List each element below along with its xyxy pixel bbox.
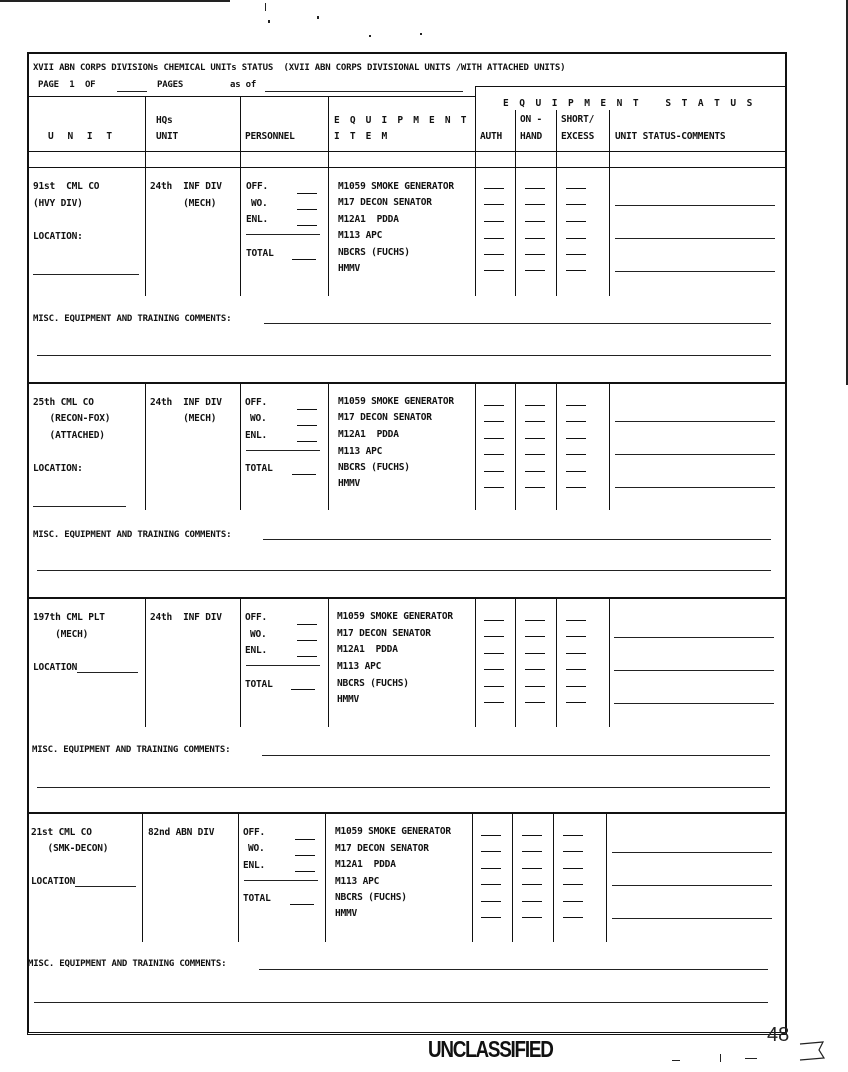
hq-unit-sub: (MECH) xyxy=(150,413,217,424)
equipment-item: NBCRS (FUCHS) xyxy=(337,678,409,689)
short-excess-field[interactable] xyxy=(563,901,583,902)
page-label: PAGE 1 OF xyxy=(38,80,96,90)
hq-unit-sub: (MECH) xyxy=(150,198,217,209)
short-excess-field[interactable] xyxy=(566,204,586,205)
off-label: OFF. xyxy=(245,397,268,408)
on-hand-field[interactable] xyxy=(525,204,545,205)
col-divider xyxy=(142,814,143,942)
col-divider xyxy=(328,168,329,296)
unit-status-comment-field[interactable] xyxy=(614,703,774,704)
location-field[interactable] xyxy=(75,886,136,887)
auth-field[interactable] xyxy=(481,901,501,902)
col-divider xyxy=(515,599,516,727)
enl-field[interactable] xyxy=(297,225,317,226)
misc-comments-field-line2[interactable] xyxy=(37,570,771,571)
short-excess-field[interactable] xyxy=(566,636,586,637)
scan-speck xyxy=(369,35,371,37)
auth-field[interactable] xyxy=(484,686,504,687)
on-hand-field[interactable] xyxy=(525,686,545,687)
short-excess-field[interactable] xyxy=(566,270,586,271)
short-excess-field[interactable] xyxy=(566,702,586,703)
col-divider xyxy=(328,384,329,510)
wo-field[interactable] xyxy=(295,855,315,856)
col-divider xyxy=(609,599,610,727)
col-divider xyxy=(556,384,557,510)
col-divider xyxy=(475,384,476,510)
misc-comments-field[interactable] xyxy=(259,969,768,970)
auth-field[interactable] xyxy=(484,421,504,422)
misc-comments-label: MISC. EQUIPMENT AND TRAINING COMMENTS: xyxy=(33,530,232,540)
short-excess-field[interactable] xyxy=(566,221,586,222)
equipment-item: M12A1 PDDA xyxy=(338,214,399,225)
on-hand-field[interactable] xyxy=(525,454,545,455)
as-of-date-field[interactable] xyxy=(265,91,463,92)
equipment-item: M1059 SMOKE GENERATOR xyxy=(337,611,453,622)
header-hand: HAND xyxy=(520,131,543,142)
equipment-item: M17 DECON SENATOR xyxy=(335,843,429,854)
unit-status-comment-field[interactable] xyxy=(612,852,772,853)
scan-mark-icon xyxy=(797,1040,827,1062)
hq-unit: 24th INF DIV xyxy=(150,181,222,192)
header-item: I T E M xyxy=(334,131,390,142)
misc-comments-field[interactable] xyxy=(262,755,770,756)
total-label: TOTAL xyxy=(245,679,273,690)
auth-field[interactable] xyxy=(484,471,504,472)
auth-field[interactable] xyxy=(481,868,501,869)
col-divider xyxy=(472,814,473,942)
col-divider xyxy=(240,168,241,296)
short-excess-field[interactable] xyxy=(566,254,586,255)
equipment-item: M1059 SMOKE GENERATOR xyxy=(338,181,454,192)
on-hand-field[interactable] xyxy=(525,221,545,222)
classification-marking: UNCLASSIFIED xyxy=(428,1036,553,1062)
auth-field[interactable] xyxy=(481,835,501,836)
location-label: LOCATION xyxy=(33,662,78,673)
equipment-item: M17 DECON SENATOR xyxy=(338,412,432,423)
auth-field[interactable] xyxy=(484,702,504,703)
on-hand-field[interactable] xyxy=(522,901,542,902)
on-hand-field[interactable] xyxy=(522,851,542,852)
col-divider xyxy=(515,168,516,296)
off-label: OFF. xyxy=(243,827,266,838)
unit-status-comment-field[interactable] xyxy=(615,238,775,239)
auth-field[interactable] xyxy=(484,653,504,654)
short-excess-field[interactable] xyxy=(566,438,586,439)
off-field[interactable] xyxy=(297,193,317,194)
header-top-line xyxy=(27,96,475,97)
unit-status-comment-field[interactable] xyxy=(615,271,775,272)
auth-field[interactable] xyxy=(481,917,501,918)
enl-label: ENL. xyxy=(245,430,268,441)
unit-status-comment-field[interactable] xyxy=(615,205,775,206)
col-divider xyxy=(609,110,610,168)
unit-subtitle: (ATTACHED) xyxy=(33,430,105,441)
scan-speck xyxy=(720,1054,721,1062)
enl-field[interactable] xyxy=(297,656,317,657)
wo-label: WO. xyxy=(248,843,265,854)
auth-field[interactable] xyxy=(484,636,504,637)
misc-comments-field-line2[interactable] xyxy=(37,355,771,356)
scan-speck xyxy=(268,20,270,23)
header-unit-status-comments: UNIT STATUS-COMMENTS xyxy=(615,131,726,142)
scan-speck xyxy=(672,1060,680,1061)
header-auth: AUTH xyxy=(480,131,503,142)
on-hand-field[interactable] xyxy=(525,188,545,189)
on-hand-field[interactable] xyxy=(525,471,545,472)
unit-subtitle: (RECON-FOX) xyxy=(33,413,111,424)
on-hand-field[interactable] xyxy=(522,835,542,836)
short-excess-field[interactable] xyxy=(563,851,583,852)
col-divider xyxy=(328,96,329,168)
on-hand-field[interactable] xyxy=(525,238,545,239)
short-excess-field[interactable] xyxy=(566,454,586,455)
header-equipment: E Q U I P M E N T xyxy=(334,115,469,126)
auth-field[interactable] xyxy=(484,238,504,239)
short-excess-field[interactable] xyxy=(566,669,586,670)
short-excess-field[interactable] xyxy=(563,884,583,885)
scan-edge xyxy=(0,0,230,2)
equipment-item: HMMV xyxy=(338,478,361,489)
auth-field[interactable] xyxy=(484,454,504,455)
unit-name: 91st CML CO xyxy=(33,181,100,192)
auth-field[interactable] xyxy=(484,405,504,406)
col-divider xyxy=(553,814,554,942)
page-count-field[interactable] xyxy=(117,91,147,92)
enl-label: ENL. xyxy=(245,645,268,656)
short-excess-field[interactable] xyxy=(563,868,583,869)
col-divider xyxy=(325,814,326,942)
unit-section-2 xyxy=(0,384,848,598)
form-title: XVII ABN CORPS DIVISIONs CHEMICAL UNITs STATUS (XVII ABN CORPS DIVISIONAL UNITS /WITH ATTACHED UNITS) xyxy=(33,63,566,73)
col-divider xyxy=(145,384,146,510)
col-divider xyxy=(328,599,329,727)
equipment-item: M12A1 PDDA xyxy=(338,429,399,440)
equipment-item: HMMV xyxy=(338,263,361,274)
auth-field[interactable] xyxy=(484,270,504,271)
short-excess-field[interactable] xyxy=(566,620,586,621)
scan-speck xyxy=(420,33,422,35)
equipment-item: M1059 SMOKE GENERATOR xyxy=(335,826,451,837)
location-label: LOCATION xyxy=(31,876,76,887)
wo-label: WO. xyxy=(251,198,268,209)
col-divider xyxy=(145,96,146,168)
col-divider xyxy=(556,168,557,296)
col-divider xyxy=(145,599,146,727)
equipment-item: M113 APC xyxy=(335,876,380,887)
auth-field[interactable] xyxy=(484,669,504,670)
equipment-item: NBCRS (FUCHS) xyxy=(338,247,410,258)
unit-section-4 xyxy=(0,814,848,1030)
col-divider xyxy=(240,384,241,510)
misc-comments-label: MISC. EQUIPMENT AND TRAINING COMMENTS: xyxy=(32,745,231,755)
scan-speck xyxy=(745,1058,757,1059)
equipment-item: M113 APC xyxy=(337,661,382,672)
misc-comments-label: MISC. EQUIPMENT AND TRAINING COMMENTS: xyxy=(33,314,232,324)
total-field[interactable] xyxy=(292,259,316,260)
col-divider xyxy=(515,110,516,168)
unit-status-comment-field[interactable] xyxy=(615,421,775,422)
personnel-sum-line xyxy=(246,450,320,451)
on-hand-field[interactable] xyxy=(525,421,545,422)
short-excess-field[interactable] xyxy=(566,405,586,406)
equipment-item: NBCRS (FUCHS) xyxy=(338,462,410,473)
short-excess-field[interactable] xyxy=(563,917,583,918)
short-excess-field[interactable] xyxy=(566,686,586,687)
equipment-item: M12A1 PDDA xyxy=(335,859,396,870)
unit-subtitle: (HVY DIV) xyxy=(33,198,83,209)
total-label: TOTAL xyxy=(246,248,274,259)
hq-unit: 82nd ABN DIV xyxy=(148,827,215,838)
off-label: OFF. xyxy=(245,612,268,623)
on-hand-field[interactable] xyxy=(525,405,545,406)
equipment-item: M12A1 PDDA xyxy=(337,644,398,655)
misc-comments-field-line2[interactable] xyxy=(37,787,770,788)
unit-status-comment-field[interactable] xyxy=(614,670,774,671)
location-label: LOCATION: xyxy=(33,231,83,242)
total-field[interactable] xyxy=(290,904,314,905)
auth-field[interactable] xyxy=(484,221,504,222)
col-divider xyxy=(475,168,476,296)
col-divider xyxy=(609,168,610,296)
unit-status-comment-field[interactable] xyxy=(615,487,775,488)
as-of-label: as of xyxy=(230,80,257,90)
wo-label: WO. xyxy=(250,413,267,424)
enl-label: ENL. xyxy=(246,214,269,225)
short-excess-field[interactable] xyxy=(566,238,586,239)
header-on: ON - xyxy=(520,114,543,125)
misc-comments-field[interactable] xyxy=(263,539,771,540)
on-hand-field[interactable] xyxy=(525,254,545,255)
auth-field[interactable] xyxy=(484,204,504,205)
off-field[interactable] xyxy=(297,624,317,625)
col-divider xyxy=(475,86,476,168)
unit-section-1 xyxy=(0,168,848,383)
col-divider xyxy=(556,599,557,727)
auth-field[interactable] xyxy=(484,620,504,621)
short-excess-field[interactable] xyxy=(566,487,586,488)
col-divider xyxy=(606,814,607,942)
short-excess-field[interactable] xyxy=(566,421,586,422)
col-divider xyxy=(512,814,513,942)
status-header-top-line xyxy=(475,86,785,87)
equipment-item: HMMV xyxy=(335,908,358,919)
misc-comments-label: MISC. EQUIPMENT AND TRAINING COMMENTS: xyxy=(28,959,227,969)
on-hand-field[interactable] xyxy=(525,270,545,271)
page-number: 48 xyxy=(767,1024,790,1046)
col-divider xyxy=(240,96,241,168)
header-hqs: HQs xyxy=(156,115,173,126)
auth-field[interactable] xyxy=(484,438,504,439)
pages-label: PAGES xyxy=(157,80,184,90)
header-bottom-line xyxy=(27,151,785,152)
col-divider xyxy=(145,168,146,296)
unit-status-comment-field[interactable] xyxy=(615,454,775,455)
misc-comments-field-line2[interactable] xyxy=(34,1002,768,1003)
on-hand-field[interactable] xyxy=(525,702,545,703)
wo-field[interactable] xyxy=(297,640,317,641)
equipment-item: M113 APC xyxy=(338,230,383,241)
header-unit: U N I T xyxy=(48,131,117,142)
misc-comments-field[interactable] xyxy=(264,323,771,324)
on-hand-field[interactable] xyxy=(525,438,545,439)
auth-field[interactable] xyxy=(484,188,504,189)
personnel-sum-line xyxy=(246,234,320,235)
wo-label: WO. xyxy=(250,629,267,640)
col-divider xyxy=(475,599,476,727)
total-label: TOTAL xyxy=(243,893,271,904)
short-excess-field[interactable] xyxy=(566,653,586,654)
unit-status-comment-field[interactable] xyxy=(612,885,772,886)
col-divider xyxy=(240,599,241,727)
on-hand-field[interactable] xyxy=(522,868,542,869)
off-label: OFF. xyxy=(246,181,269,192)
short-excess-field[interactable] xyxy=(566,188,586,189)
scan-speck xyxy=(317,16,319,19)
location-field[interactable] xyxy=(33,274,139,275)
short-excess-field[interactable] xyxy=(566,471,586,472)
header-excess: EXCESS xyxy=(561,131,595,142)
header-personnel: PERSONNEL xyxy=(245,131,295,142)
col-divider xyxy=(609,384,610,510)
wo-field[interactable] xyxy=(297,425,317,426)
col-divider xyxy=(238,814,239,942)
equipment-item: NBCRS (FUCHS) xyxy=(335,892,407,903)
short-excess-field[interactable] xyxy=(563,835,583,836)
enl-field[interactable] xyxy=(297,441,317,442)
unit-status-comment-field[interactable] xyxy=(614,637,774,638)
personnel-sum-line xyxy=(244,880,318,881)
on-hand-field[interactable] xyxy=(525,636,545,637)
equipment-item: M113 APC xyxy=(338,446,383,457)
equipment-item: HMMV xyxy=(337,694,360,705)
col-divider xyxy=(515,384,516,510)
location-field[interactable] xyxy=(33,506,126,507)
total-label: TOTAL xyxy=(245,463,273,474)
auth-field[interactable] xyxy=(484,254,504,255)
on-hand-field[interactable] xyxy=(525,653,545,654)
auth-field[interactable] xyxy=(484,487,504,488)
total-field[interactable] xyxy=(292,474,316,475)
unit-subtitle: (MECH) xyxy=(33,629,89,640)
on-hand-field[interactable] xyxy=(525,487,545,488)
equipment-item: M17 DECON SENATOR xyxy=(337,628,431,639)
location-field[interactable] xyxy=(77,672,138,673)
on-hand-field[interactable] xyxy=(522,917,542,918)
unit-status-comment-field[interactable] xyxy=(612,918,772,919)
location-label: LOCATION: xyxy=(33,463,83,474)
unit-subtitle: (SMK-DECON) xyxy=(31,843,109,854)
equipment-item: M1059 SMOKE GENERATOR xyxy=(338,396,454,407)
off-field[interactable] xyxy=(297,409,317,410)
unit-name: 25th CML CO xyxy=(33,397,94,408)
wo-field[interactable] xyxy=(297,209,317,210)
hq-unit: 24th INF DIV xyxy=(150,397,222,408)
unit-section-3 xyxy=(0,599,848,813)
enl-label: ENL. xyxy=(243,860,266,871)
header-equipment-status: E Q U I P M E N T S T A T U S xyxy=(503,98,755,109)
col-divider xyxy=(556,110,557,168)
hq-unit: 24th INF DIV xyxy=(150,612,222,623)
header-hqs-unit: UNIT xyxy=(156,131,179,142)
equipment-item: M17 DECON SENATOR xyxy=(338,197,432,208)
unit-name: 197th CML PLT xyxy=(33,612,105,623)
on-hand-field[interactable] xyxy=(522,884,542,885)
on-hand-field[interactable] xyxy=(525,620,545,621)
enl-field[interactable] xyxy=(295,871,315,872)
total-field[interactable] xyxy=(291,689,315,690)
on-hand-field[interactable] xyxy=(525,669,545,670)
header-short: SHORT/ xyxy=(561,114,595,125)
auth-field[interactable] xyxy=(481,884,501,885)
auth-field[interactable] xyxy=(481,851,501,852)
off-field[interactable] xyxy=(295,839,315,840)
unit-name: 21st CML CO xyxy=(31,827,92,838)
personnel-sum-line xyxy=(246,665,320,666)
scan-speck xyxy=(265,3,266,11)
